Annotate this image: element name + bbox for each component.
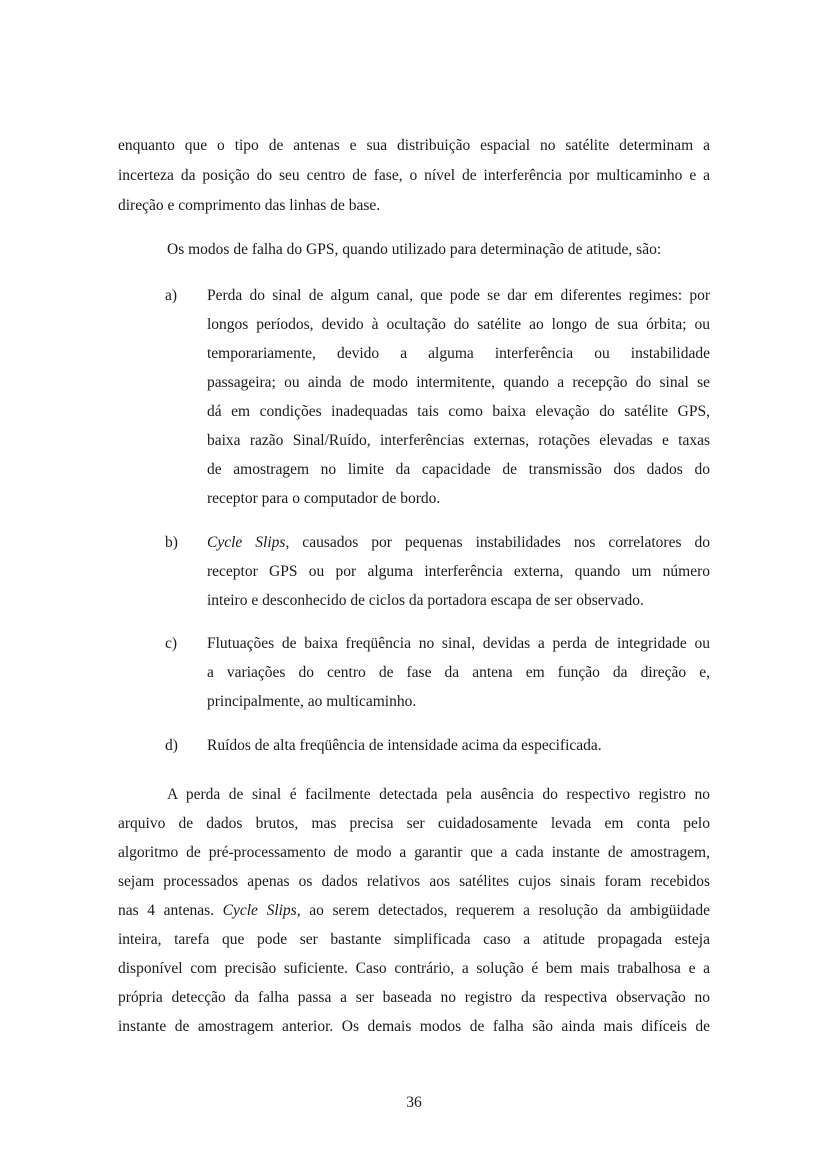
- paragraph-line: incerteza da posição do seu centro de fase, o nível de interferência por multicaminho e a: [118, 167, 710, 184]
- list-item-line: receptor GPS ou por alguma interferência externa, quando um número: [207, 563, 710, 580]
- paragraph-text: nas 4 antenas.: [118, 902, 223, 919]
- list-intro: Os modos de falha do GPS, quando utilizado para determinação de atitude, são:: [167, 241, 662, 258]
- paragraph-line: inteira, tarefa que pode ser bastante simplificada caso a atitude propagada esteja: [118, 931, 710, 948]
- paragraph-line: sejam processados apenas os dados relativos aos satélites cujos sinais foram recebidos: [118, 873, 710, 890]
- list-item-line: Perda do sinal de algum canal, que pode se dar em diferentes regimes: por: [207, 287, 710, 304]
- list-marker: d): [165, 737, 178, 754]
- list-marker: a): [165, 287, 178, 304]
- page-number: 36: [406, 1094, 422, 1111]
- list-item-line: principalmente, ao multicaminho.: [207, 693, 417, 710]
- list-item-line: receptor para o computador de bordo.: [207, 490, 441, 507]
- italic-term: Cycle Slips: [222, 902, 297, 919]
- paragraph-line: instante de amostragem anterior. Os demais modos de falha são ainda mais difíceis de: [118, 1018, 710, 1035]
- list-marker: b): [165, 534, 178, 551]
- list-item-line: [207, 534, 710, 552]
- list-item-line: de amostragem no limite da capacidade de transmissão dos dados do: [207, 461, 710, 478]
- list-item-line: Flutuações de baixa freqüência no sinal, devidas a perda de integridade ou: [207, 635, 710, 652]
- italic-term: Cycle Slips: [207, 534, 286, 551]
- paragraph-line: direção e comprimento das linhas de base.: [118, 197, 381, 214]
- list-marker: c): [165, 635, 178, 652]
- list-item-line: temporariamente, devido a alguma interferência ou instabilidade: [207, 345, 710, 362]
- list-item-line: inteiro e desconhecido de ciclos da portadora escapa de ser observado.: [207, 592, 644, 609]
- paragraph-line: disponível com precisão suficiente. Caso contrário, a solução é bem mais trabalhosa e a: [118, 960, 710, 977]
- paragraph-line: própria detecção da falha passa a ser baseada no registro da respectiva observação no: [118, 989, 710, 1006]
- paragraph-line: A perda de sinal é facilmente detectada pela ausência do respectivo registro no: [167, 786, 710, 803]
- paragraph-line: [118, 902, 710, 920]
- paragraph-line: algoritmo de pré-processamento de modo a garantir que a cada instante de amostragem,: [118, 844, 710, 861]
- paragraph-line: arquivo de dados brutos, mas precisa ser cuidadosamente levada em conta pelo: [118, 815, 710, 832]
- list-item-line: longos períodos, devido à ocultação do satélite ao longo de sua órbita; ou: [207, 316, 710, 333]
- list-item-line: dá em condições inadequadas tais como baixa elevação do satélite GPS,: [207, 403, 710, 420]
- list-item-line: passageira; ou ainda de modo intermitente, quando a recepção do sinal se: [207, 374, 710, 391]
- paragraph-text: , ao serem detectados, requerem a resolução da ambigüidade: [296, 902, 711, 919]
- paragraph-line: enquanto que o tipo de antenas e sua distribuição espacial no satélite determinam a: [118, 137, 710, 154]
- list-item-text: , causados por pequenas instabilidades nos correlatores do: [285, 534, 710, 551]
- list-item-line: Ruídos de alta freqüência de intensidade acima da especificada.: [207, 737, 602, 754]
- list-item-line: baixa razão Sinal/Ruído, interferências externas, rotações elevadas e taxas: [207, 432, 710, 449]
- list-item-line: a variações do centro de fase da antena em função da direção e,: [207, 664, 710, 681]
